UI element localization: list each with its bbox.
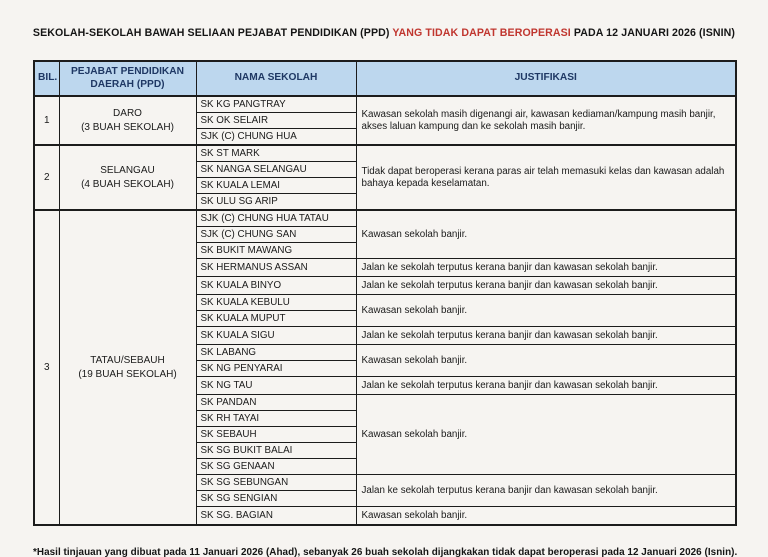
ppd-school-count: (4 BUAH SEKOLAH) <box>81 178 174 190</box>
school-name-cell: SK NG TAU <box>196 377 356 395</box>
schools-table <box>33 60 737 526</box>
school-name-cell: SK ST MARK <box>196 145 356 162</box>
school-name-cell: SK KUALA LEMAI <box>196 178 356 194</box>
school-name-cell: SJK (C) CHUNG HUA TATAU <box>196 210 356 227</box>
ppd-cell <box>59 145 196 210</box>
table-header-row <box>34 61 736 96</box>
justification-cell: Jalan ke sekolah terputus kerana banjir dan kawasan sekolah banjir. <box>356 277 736 295</box>
justification-cell: Jalan ke sekolah terputus kerana banjir dan kawasan sekolah banjir. <box>356 377 736 395</box>
school-name-cell: SK KUALA BINYO <box>196 277 356 295</box>
ppd-school-count: (3 BUAH SEKOLAH) <box>81 121 174 133</box>
header-nama-sekolah: NAMA SEKOLAH <box>196 61 356 96</box>
school-name-cell: SK RH TAYAI <box>196 411 356 427</box>
header-bil: BIL. <box>34 61 59 96</box>
school-name-cell: SK HERMANUS ASSAN <box>196 259 356 277</box>
school-name-cell: SK KG PANGTRAY <box>196 96 356 113</box>
school-name-cell: SK KUALA KEBULU <box>196 295 356 311</box>
school-name-cell: SK LABANG <box>196 345 356 361</box>
title-suffix: PADA 12 JANUARI 2026 (ISNIN) <box>570 27 736 39</box>
justification-cell: Kawasan sekolah banjir. <box>356 345 736 377</box>
school-name-cell: SK NANGA SELANGAU <box>196 162 356 178</box>
school-name-cell: SK ULU SG ARIP <box>196 194 356 211</box>
school-name-cell: SK KUALA MUPUT <box>196 311 356 327</box>
justification-cell: Tidak dapat beroperasi kerana paras air telah memasuki kelas dan kawasan adalah bahaya kepada keselamatan. <box>356 145 736 210</box>
justification-cell: Kawasan sekolah banjir. <box>356 507 736 526</box>
school-name-cell: SJK (C) CHUNG HUA <box>196 129 356 146</box>
justification-cell: Kawasan sekolah banjir. <box>356 295 736 327</box>
ppd-cell <box>59 96 196 145</box>
table-row <box>34 145 736 162</box>
school-name-cell: SJK (C) CHUNG SAN <box>196 227 356 243</box>
footnote: *Hasil tinjauan yang dibuat pada 11 Januari 2026 (Ahad), sebanyak 26 buah sekolah dijangkakan tidak dapat beroperasi pada 12 Januari 2026 (Isnin). <box>33 547 738 557</box>
title-highlight: YANG TIDAK DAPAT BEROPERASI <box>392 27 571 39</box>
ppd-school-count: (19 BUAH SEKOLAH) <box>78 368 177 380</box>
bil-cell: 1 <box>34 96 59 145</box>
justification-cell: Kawasan sekolah masih digenangi air, kawasan kediaman/kampung masih banjir, akses laluan kampung dan ke sekolah masih banjir. <box>356 96 736 145</box>
justification-cell: Kawasan sekolah banjir. <box>356 210 736 259</box>
school-name-cell: SK NG PENYARAI <box>196 361 356 377</box>
header-justifikasi: JUSTIFIKASI <box>356 61 736 96</box>
page-title <box>0 0 768 39</box>
table-body <box>34 96 736 525</box>
ppd-name: DARO <box>113 108 142 119</box>
school-name-cell: SK SG. BAGIAN <box>196 507 356 526</box>
ppd-cell <box>59 210 196 525</box>
justification-cell: Jalan ke sekolah terputus kerana banjir dan kawasan sekolah banjir. <box>356 327 736 345</box>
title-prefix: SEKOLAH-SEKOLAH BAWAH SELIAAN PEJABAT PENDIDIKAN (PPD) <box>32 27 393 39</box>
table-row <box>34 210 736 227</box>
justification-cell: Kawasan sekolah banjir. <box>356 395 736 475</box>
school-name-cell: SK SG GENAAN <box>196 459 356 475</box>
school-name-cell: SK SG BUKIT BALAI <box>196 443 356 459</box>
school-name-cell: SK OK SELAIR <box>196 113 356 129</box>
justification-cell: Jalan ke sekolah terputus kerana banjir dan kawasan sekolah banjir. <box>356 475 736 507</box>
school-name-cell: SK SG SENGIAN <box>196 491 356 507</box>
ppd-name: TATAU/SEBAUH <box>90 355 165 366</box>
school-name-cell: SK PANDAN <box>196 395 356 411</box>
bil-cell: 3 <box>34 210 59 525</box>
ppd-name: SELANGAU <box>100 165 155 176</box>
justification-cell: Jalan ke sekolah terputus kerana banjir dan kawasan sekolah banjir. <box>356 259 736 277</box>
school-name-cell: SK KUALA SIGU <box>196 327 356 345</box>
school-name-cell: SK SEBAUH <box>196 427 356 443</box>
school-name-cell: SK BUKIT MAWANG <box>196 243 356 259</box>
header-ppd: PEJABAT PENDIDIKAN DAERAH (PPD) <box>59 61 196 96</box>
school-name-cell: SK SG SEBUNGAN <box>196 475 356 491</box>
bil-cell: 2 <box>34 145 59 210</box>
table-row <box>34 96 736 113</box>
